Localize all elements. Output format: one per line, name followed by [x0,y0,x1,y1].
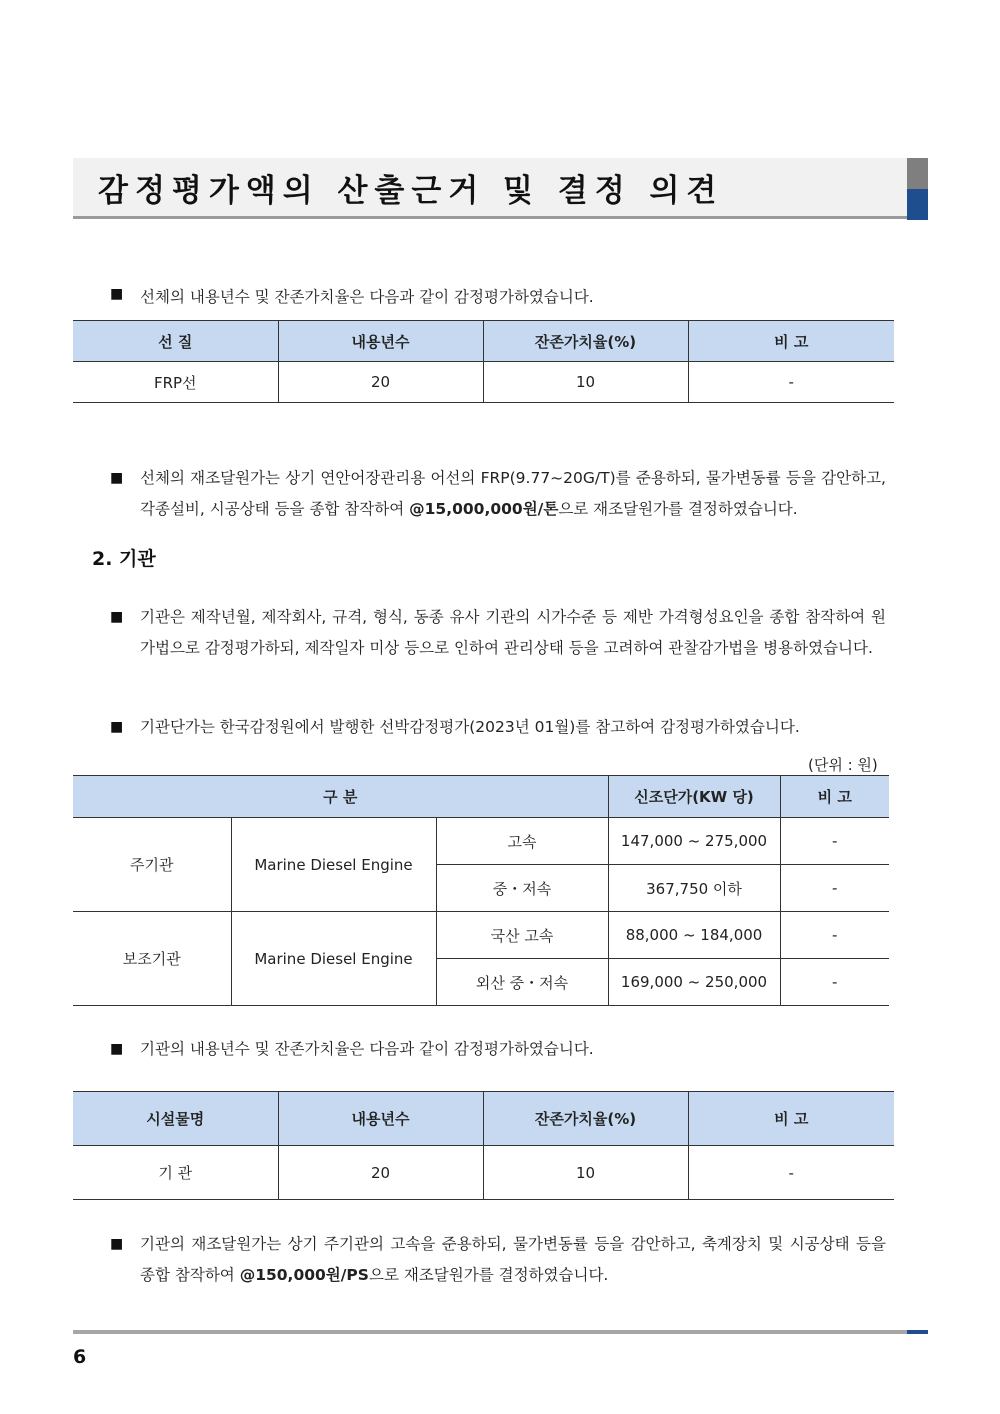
header-note: 비 고 [688,321,894,362]
paragraph-engine-lifespan: 기관의 내용년수 및 잔존가치율은 다음과 같이 감정평가하였습니다. [140,1040,594,1058]
footer-rule [73,1330,908,1334]
cell-speed: 외산 중・저속 [436,959,608,1006]
hull-unit-cost: @15,000,000원/톤 [409,500,559,518]
cell-note: - [780,818,889,865]
cell-engine-model: Marine Diesel Engine [231,912,436,1006]
cell-facility-name: 기 관 [73,1146,278,1200]
table-row [73,912,889,959]
bullet-icon: ■ [110,470,124,486]
cell-note: - [780,865,889,912]
header-lifespan: 내용년수 [278,321,483,362]
bullet-icon: ■ [110,286,124,302]
engine-price-table [73,775,889,1006]
engine-lifespan-table [73,1091,894,1200]
cell-note: - [780,959,889,1006]
table-row [73,362,894,403]
cell-engine-type: 보조기관 [73,912,231,1006]
text-segment: 으로 재조달원가를 결정하였습니다. [368,1266,609,1284]
table-header-row [73,776,889,818]
cell-note: - [688,1146,894,1200]
engine-unit-cost: @150,000원/PS [239,1266,369,1284]
table-header-row [73,321,894,362]
cell-residual-rate: 10 [483,1146,688,1200]
table-row [73,1146,894,1200]
cell-engine-type: 주기관 [73,818,231,912]
bullet-icon: ■ [110,1236,124,1252]
text-segment: 선체의 재조달원가는 상기 연안어장관리용 어선의 FRP(9.77~20G/T)를 준용하되, 물가변동률 등을 감안하고, 각종설비, 시공상태 등을 종합 참작하여 [140,469,886,518]
header-facility-name: 시설물명 [73,1092,278,1146]
cell-price: 88,000 ~ 184,000 [608,912,780,959]
table-header-row [73,1092,894,1146]
title-accent-gray [907,158,928,189]
title-accent-blue [907,189,928,220]
cell-note: - [688,362,894,403]
page-number: 6 [73,1346,87,1368]
cell-price: 147,000 ~ 275,000 [608,818,780,865]
paragraph-hull-replacement-cost [140,463,886,525]
paragraph-engine-unit-price: 기관단가는 한국감정원에서 발행한 선박감정평가(2023년 01월)를 참고하여 감정평가하였습니다. [140,718,800,736]
header-material: 선 질 [73,321,278,362]
cell-lifespan: 20 [278,362,483,403]
cell-residual-rate: 10 [483,362,688,403]
bullet-icon: ■ [110,609,124,625]
cell-engine-model: Marine Diesel Engine [231,818,436,912]
cell-lifespan: 20 [278,1146,483,1200]
text-segment: 으로 재조달원가를 결정하였습니다. [558,500,798,518]
header-new-build-price: 신조단가(KW 당) [608,776,780,818]
header-lifespan: 내용년수 [278,1092,483,1146]
cell-speed: 국산 고속 [436,912,608,959]
cell-price: 169,000 ~ 250,000 [608,959,780,1006]
paragraph-engine-method: 기관은 제작년월, 제작회사, 규격, 형식, 동종 유사 기관의 시가수준 등 제반 가격형성요인을 종합 참작하여 원가법으로 감정평가하되, 제작일자 미상 등으로 인하여 관리상태 등을 고려하여 관찰감가법을 병용하였습니다. [140,608,886,657]
cell-note: - [780,912,889,959]
header-category: 구 분 [73,776,608,818]
cell-speed: 중・저속 [436,865,608,912]
section-heading-engine: 2. 기관 [92,548,156,570]
bullet-icon: ■ [110,719,124,735]
header-residual-rate: 잔존가치율(%) [483,321,688,362]
bullet-icon: ■ [110,1041,124,1057]
unit-label: (단위 : 원) [808,756,878,774]
paragraph-hull-lifespan: 선체의 내용년수 및 잔존가치율은 다음과 같이 감정평가하였습니다. [140,288,594,306]
text-segment: 기관의 재조달원가는 상기 주기관의 고속을 준용하되, 물가변동률 등을 감안하고, 축계장치 및 시공상태 등을 종합 참작하여 [140,1235,886,1284]
header-note: 비 고 [688,1092,894,1146]
header-note: 비 고 [780,776,889,818]
cell-price: 367,750 이하 [608,865,780,912]
footer-accent [907,1330,928,1334]
paragraph-engine-replacement-cost [140,1229,886,1291]
table-row [73,818,889,865]
cell-material: FRP선 [73,362,278,403]
hull-lifespan-table [73,320,894,403]
page-title: 감정평가액의 산출근거 및 결정 의견 [98,173,724,209]
cell-speed: 고속 [436,818,608,865]
header-residual-rate: 잔존가치율(%) [483,1092,688,1146]
